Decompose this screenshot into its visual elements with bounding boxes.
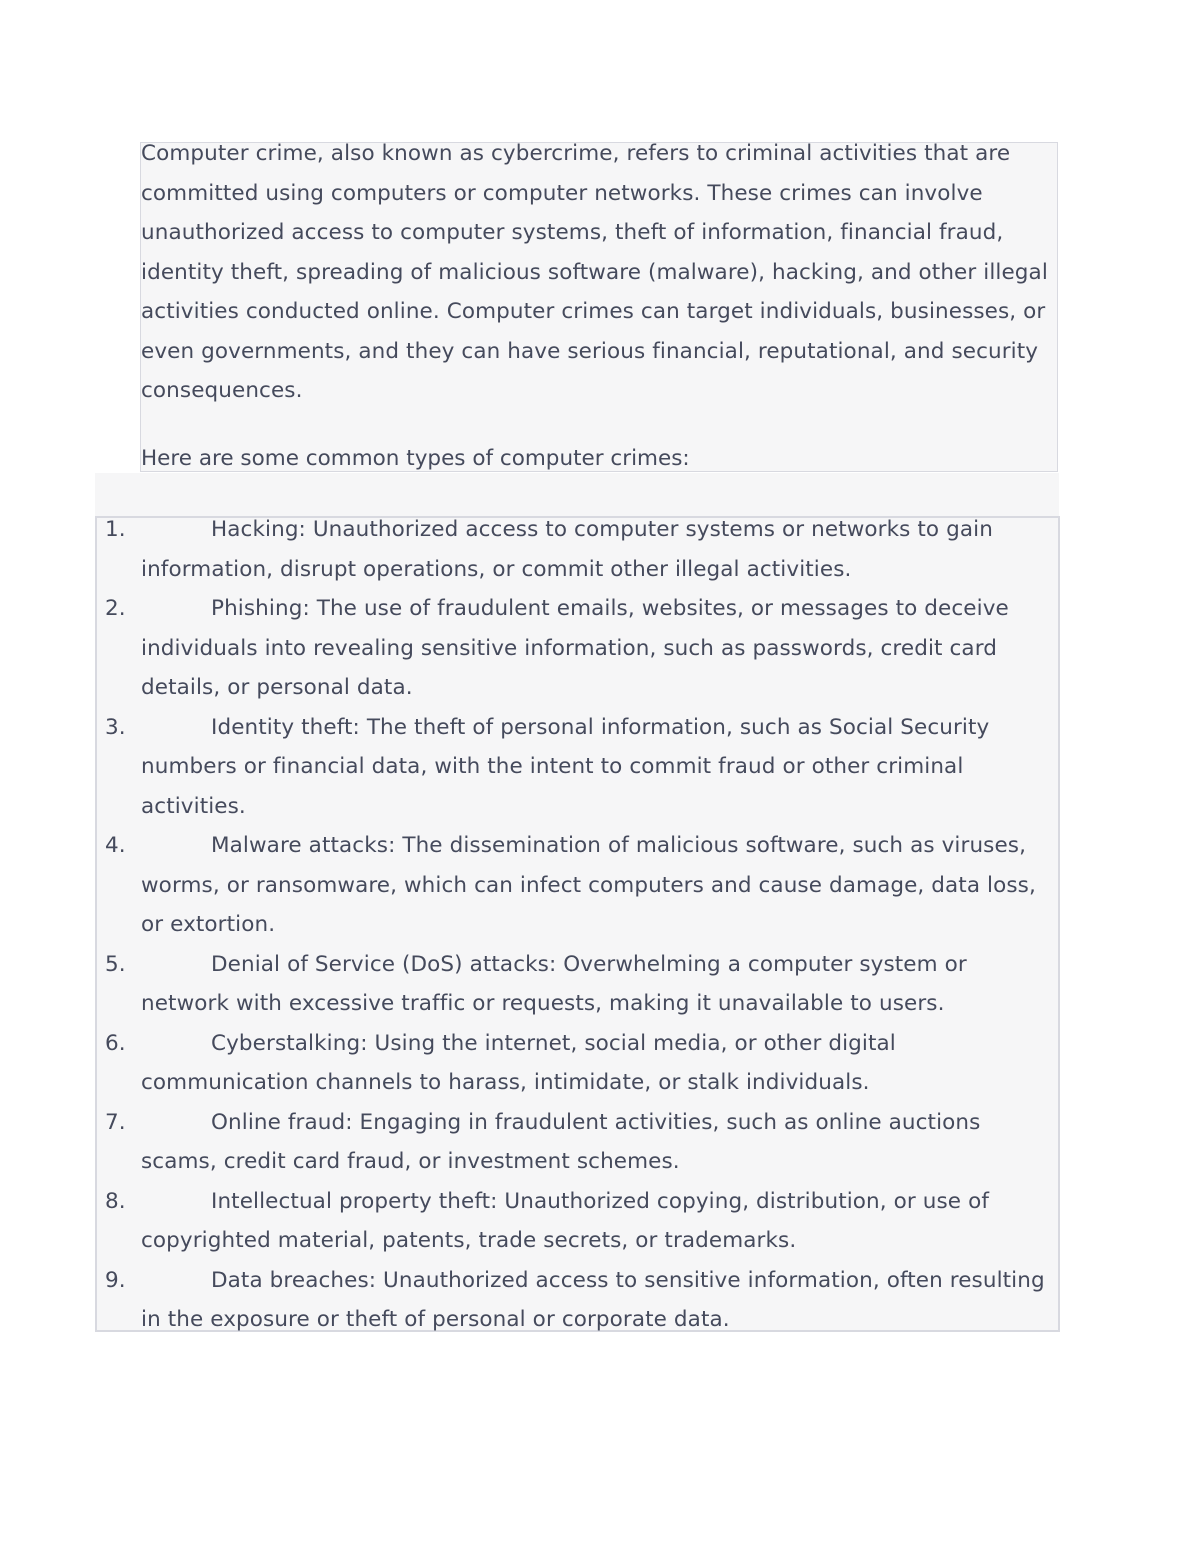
- list-item: [105, 510, 1055, 589]
- intro-lead-sentence: Here are some common types of computer crimes:: [141, 446, 690, 471]
- list-item-text: Hacking: Unauthorized access to computer systems or networks to gain information, disrupt operations, or commit other illegal activities.: [141, 517, 993, 582]
- list-item-text: Online fraud: Engaging in fraudulent activities, such as online auctions scams, credit card fraud, or investment schemes.: [141, 1109, 981, 1174]
- list-item-number: 1.: [105, 517, 126, 542]
- list-item-number: 6.: [105, 1030, 126, 1056]
- list-item-number: 3.: [105, 714, 126, 740]
- list-item-text: Identity theft: The theft of personal information, such as Social Security numbers or financial data, with the intent to commit fraud or other criminal activities.: [141, 714, 990, 819]
- list-item-text: Denial of Service (DoS) attacks: Overwhelming a computer system or network with excessive traffic or requests, making it unavailable to users.: [141, 951, 967, 1016]
- crime-types-list: [105, 510, 1055, 1340]
- list-item-text: Phishing: The use of fraudulent emails, websites, or messages to deceive individuals into revealing sensitive information, such as passwords, credit card details, or personal data.: [141, 596, 1009, 700]
- list-item: [105, 589, 1055, 708]
- list-item-text: Data breaches: Unauthorized access to sensitive information, often resulting in the exposure or theft of personal or corporate data.: [141, 1267, 1045, 1332]
- list-item: [105, 708, 1055, 827]
- list-item-number: 8.: [105, 1188, 126, 1214]
- list-item: [105, 1261, 1055, 1340]
- list-item-text: Malware attacks: The dissemination of malicious software, such as viruses, worms, or ransomware, which can infect computers and cause damage, data loss, or extortion.: [141, 833, 1036, 937]
- list-item-number: 7.: [105, 1109, 126, 1135]
- list-item-number: 9.: [105, 1267, 126, 1293]
- list-item: [105, 1024, 1055, 1103]
- list-item-number: 2.: [105, 596, 126, 621]
- list-item: [105, 1182, 1055, 1261]
- intro-paragraph: Computer crime, also known as cybercrime, refers to criminal activities that are committed using computers or computer networks. These crimes can involve unauthorized access to computer systems, theft of information, financial fraud, identity theft, spreading of malicious software (malware), hacking, and other illegal activities conducted online. Computer crimes can target individuals, businesses, or even governments, and they can have serious financial, reputational, and security consequences.: [141, 141, 1048, 403]
- list-item: [105, 826, 1055, 945]
- list-item-text: Intellectual property theft: Unauthorized copying, distribution, or use of copyrighted material, patents, trade secrets, or trademarks.: [141, 1188, 989, 1253]
- list-item: [105, 1103, 1055, 1182]
- list-item-number: 5.: [105, 951, 126, 977]
- list-item: [105, 945, 1055, 1024]
- list-item-number: 4.: [105, 833, 126, 858]
- list-item-text: Cyberstalking: Using the internet, social media, or other digital communication channels to harass, intimidate, or stalk individuals.: [141, 1030, 896, 1095]
